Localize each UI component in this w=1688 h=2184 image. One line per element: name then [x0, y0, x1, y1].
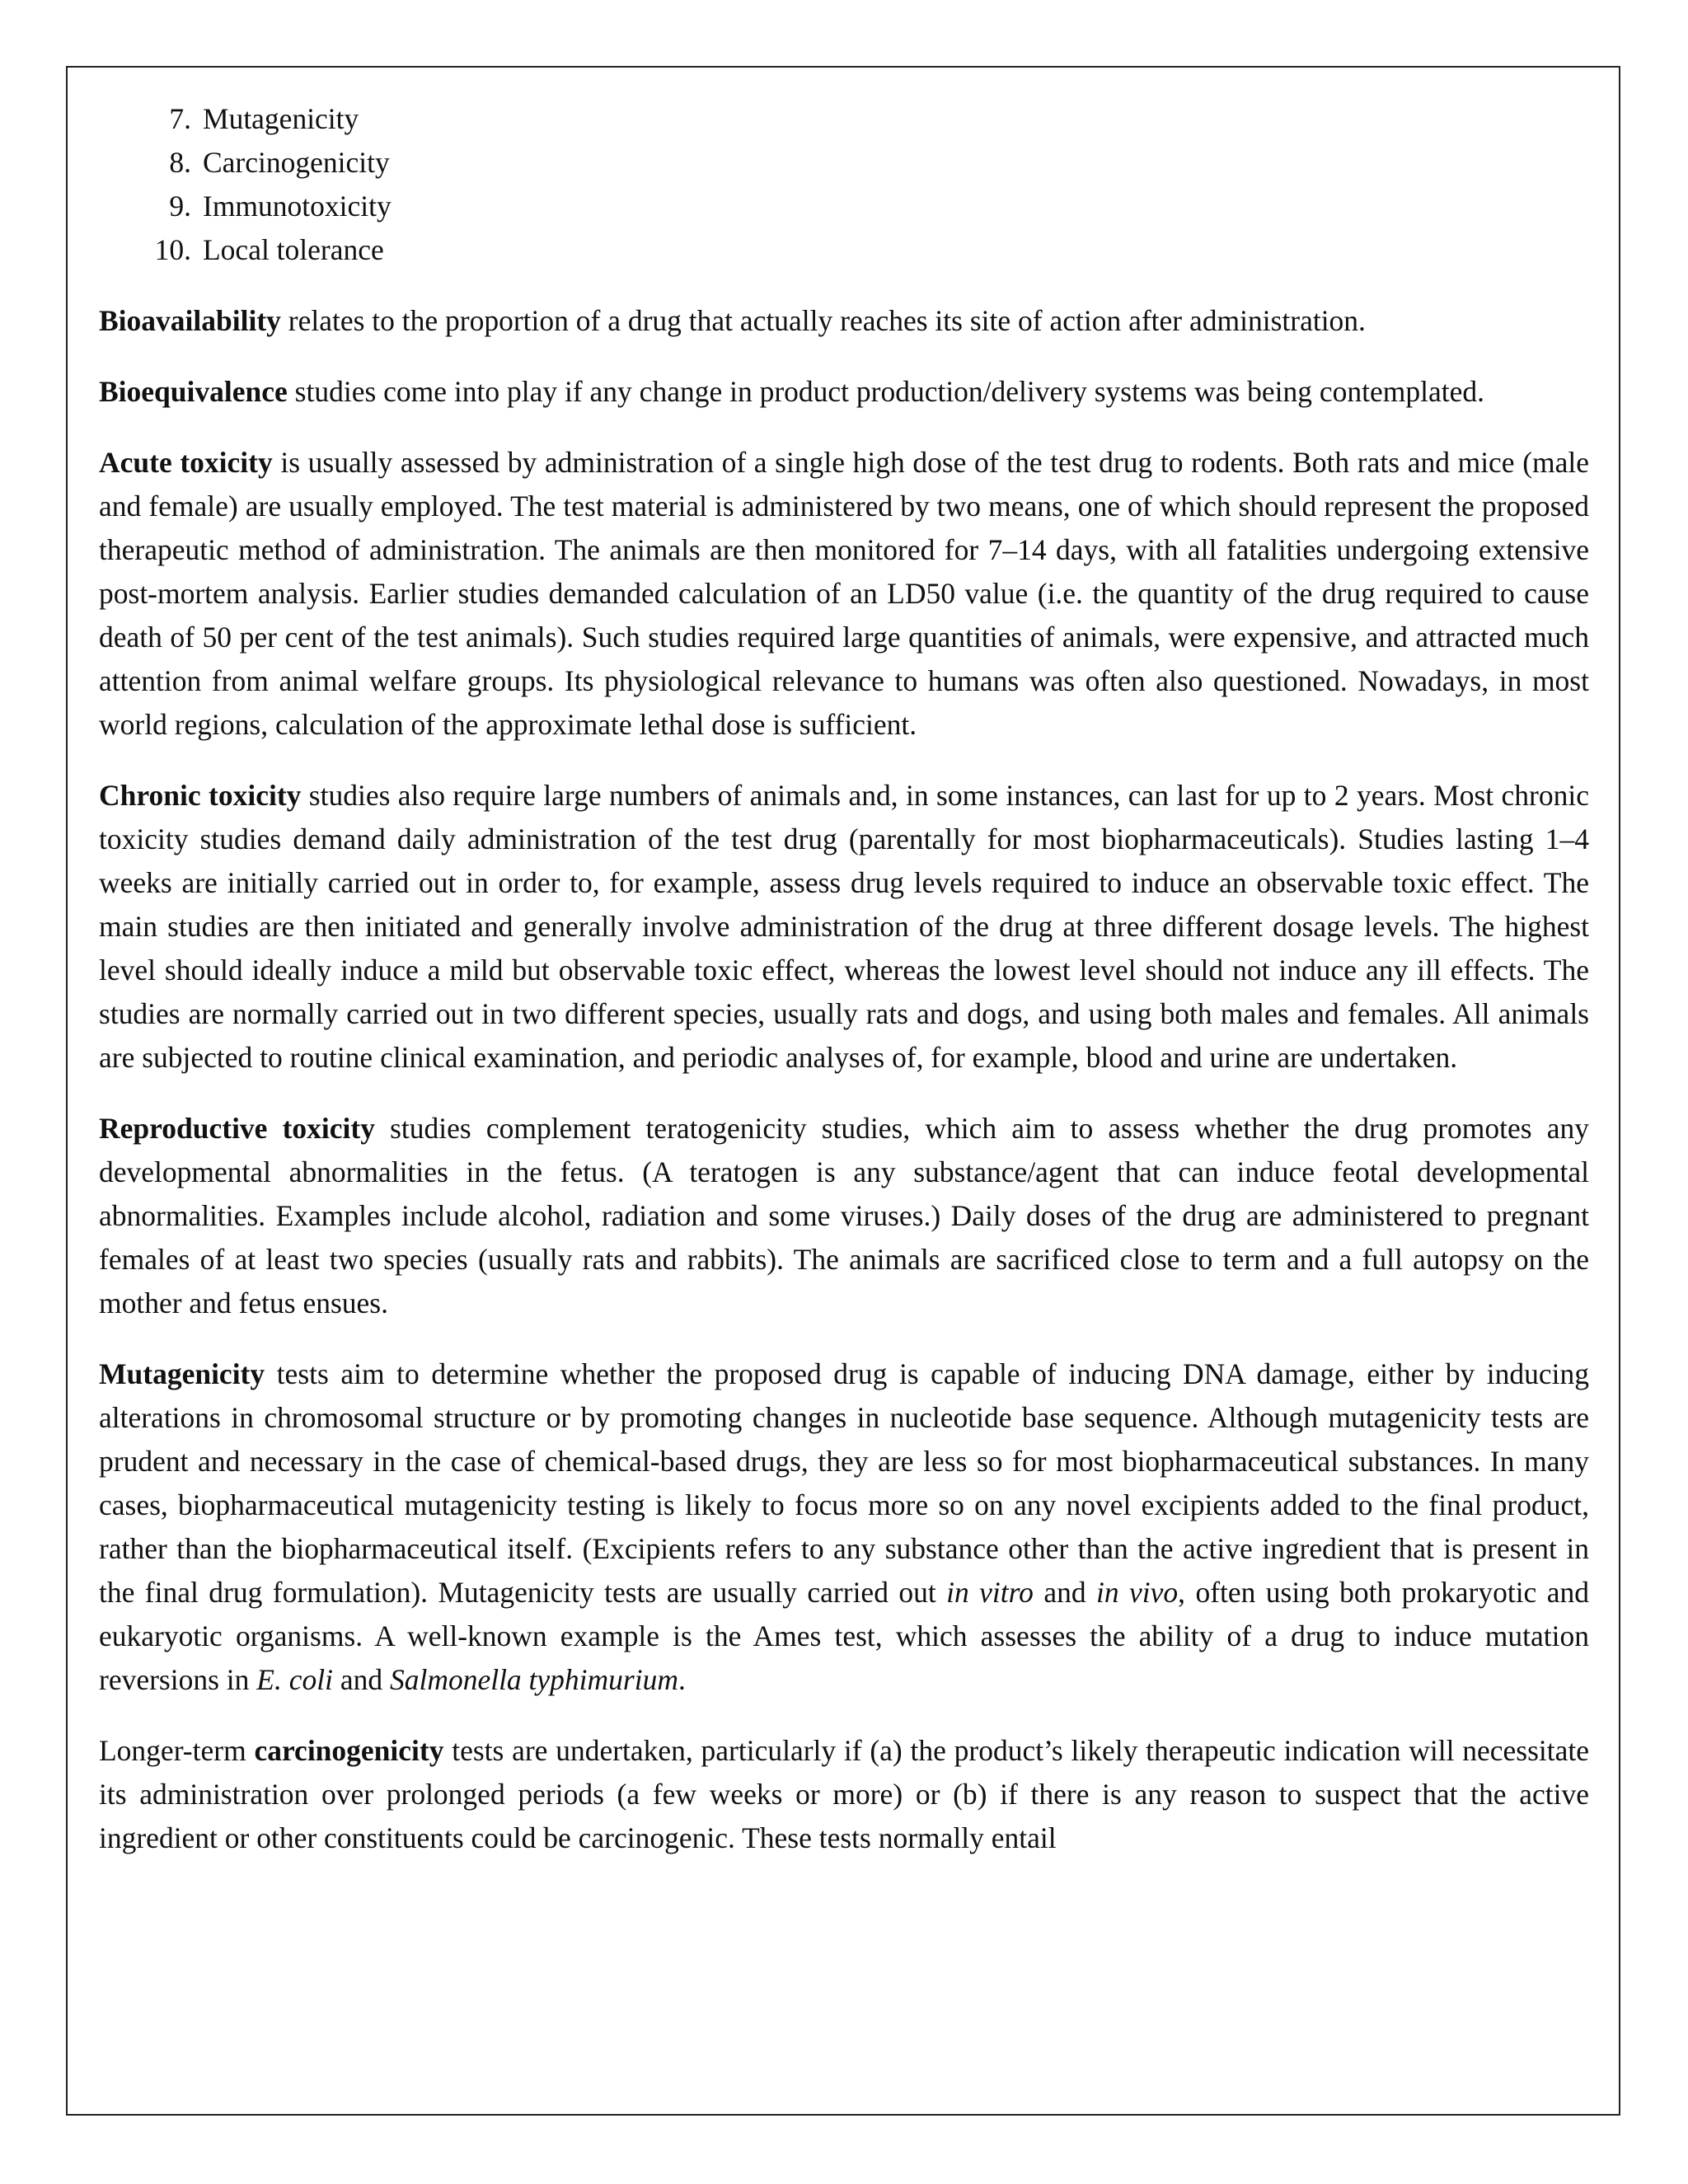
paragraph-text: studies come into play if any change in product production/delivery systems was being contemplated. — [287, 375, 1484, 408]
term-carcinogenicity: carcinogenicity — [254, 1734, 444, 1767]
italic-species: E. coli — [256, 1663, 333, 1696]
paragraph-bioavailability — [99, 299, 1589, 343]
paragraph-text: tests aim to determine whether the proposed drug is capable of inducing DNA damage, either by inducing alterations in chromosomal structure or by promoting changes in nucleotide base sequence. Although mutagenicity tests are prudent and necessary in the case of chemical-based drugs, they are less so for most biopharmaceutical substances. In many cases, biopharmaceutical mutagenicity testing is likely to focus more so on any novel excipients added to the final product, rather than the biopharmaceutical itself. (Excipients refers to any substance other than the active ingredient that is present in the final drug formulation). Mutagenicity tests are usually carried out — [99, 1357, 1589, 1609]
paragraph-text: is usually assessed by administration of a single high dose of the test drug to rodents. Both rats and mice (male and female) are usually employed. The test material is administered by two means, one of which should represent the proposed therapeutic method of administration. The animals are then monitored for 7–14 days, with all fatalities undergoing extensive post-mortem analysis. Earlier studies demanded calculation of an LD50 value (i.e. the quantity of the drug required to cause death of 50 per cent of the test animals). Such studies required large quantities of animals, were expensive, and attracted much attention from animal welfare groups. Its physiological relevance to humans was often also questioned. Nowadays, in most world regions, calculation of the approximate lethal dose is sufficient. — [99, 446, 1590, 741]
italic-species: Salmonella typhimurium — [389, 1663, 678, 1696]
term-bioavailability: Bioavailability — [99, 304, 281, 337]
paragraph-text: and — [1033, 1576, 1096, 1609]
list-item — [129, 141, 1589, 185]
paragraph-carcinogenicity — [99, 1729, 1589, 1860]
list-number: 9. — [169, 190, 191, 223]
paragraph-text: , often using both prokaryotic and eukaryotic organisms. A well-known example is the Ames test, which assesses the ability of a drug to induce mutation reversions in — [99, 1576, 1589, 1696]
paragraph-text: relates to the proportion of a drug that actually reaches its site of action after administration. — [280, 304, 1366, 337]
term-acute-toxicity: Acute toxicity — [99, 446, 273, 479]
term-mutagenicity: Mutagenicity — [99, 1357, 265, 1390]
paragraph-mutagenicity — [99, 1352, 1589, 1702]
list-number: 10. — [154, 233, 191, 266]
paragraph-text: tests are undertaken, particularly if (a) the product’s likely therapeutic indication will necessitate its administration over prolonged periods (a few weeks or more) or (b) if there is any reason to suspect that the active ingredient or other constituents could be carcinogenic. These tests normally entail — [99, 1734, 1589, 1854]
term-chronic-toxicity: Chronic toxicity — [99, 779, 302, 812]
italic-term: in vitro — [946, 1576, 1034, 1609]
paragraph-text: studies also require large numbers of animals and, in some instances, can last for up to 2 years. Most chronic toxicity studies demand daily administration of the test drug (parentally for most biopharmaceuticals). Studies lasting 1–4 weeks are initially carried out in order to, for example, assess drug levels required to induce an observable toxic effect. The main studies are then initiated and generally involve administration of the drug at three different dosage levels. The highest level should ideally induce a mild but observable toxic effect, whereas the lowest level should not induce any ill effects. The studies are normally carried out in two different species, usually rats and dogs, and using both males and females. All animals are subjected to routine clinical examination, and periodic analyses of, for example, blood and urine are undertaken. — [99, 779, 1589, 1074]
paragraph-text: studies complement teratogenicity studies, which aim to assess whether the drug promotes any developmental abnormalities in the fetus. (A teratogen is any substance/agent that can induce feotal developmental abnormalities. Examples include alcohol, radiation and some viruses.) Daily doses of the drug are administered to pregnant females of at least two species (usually rats and rabbits). The animals are sacrificed close to term and a full autopsy on the mother and fetus ensues. — [99, 1112, 1589, 1319]
paragraph-text: . — [678, 1663, 686, 1696]
list-text: Mutagenicity — [203, 102, 359, 135]
list-item — [129, 97, 1589, 141]
paragraph-chronic-toxicity — [99, 774, 1589, 1080]
numbered-list — [99, 97, 1589, 272]
paragraph-acute-toxicity — [99, 441, 1589, 747]
term-bioequivalence: Bioequivalence — [99, 375, 288, 408]
list-item — [129, 228, 1589, 272]
paragraph-reproductive-toxicity — [99, 1107, 1589, 1325]
list-text: Immunotoxicity — [203, 190, 392, 223]
list-text: Local tolerance — [203, 233, 384, 266]
paragraph-text: and — [332, 1663, 390, 1696]
list-item — [129, 185, 1589, 228]
list-text: Carcinogenicity — [203, 146, 390, 179]
italic-term: in vivo — [1096, 1576, 1179, 1609]
term-reproductive-toxicity: Reproductive toxicity — [99, 1112, 375, 1145]
paragraph-lead: Longer-term — [99, 1734, 255, 1767]
list-number: 7. — [169, 102, 191, 135]
paragraph-bioequivalence — [99, 370, 1589, 414]
list-number: 8. — [169, 146, 191, 179]
document-body — [99, 97, 1589, 1887]
